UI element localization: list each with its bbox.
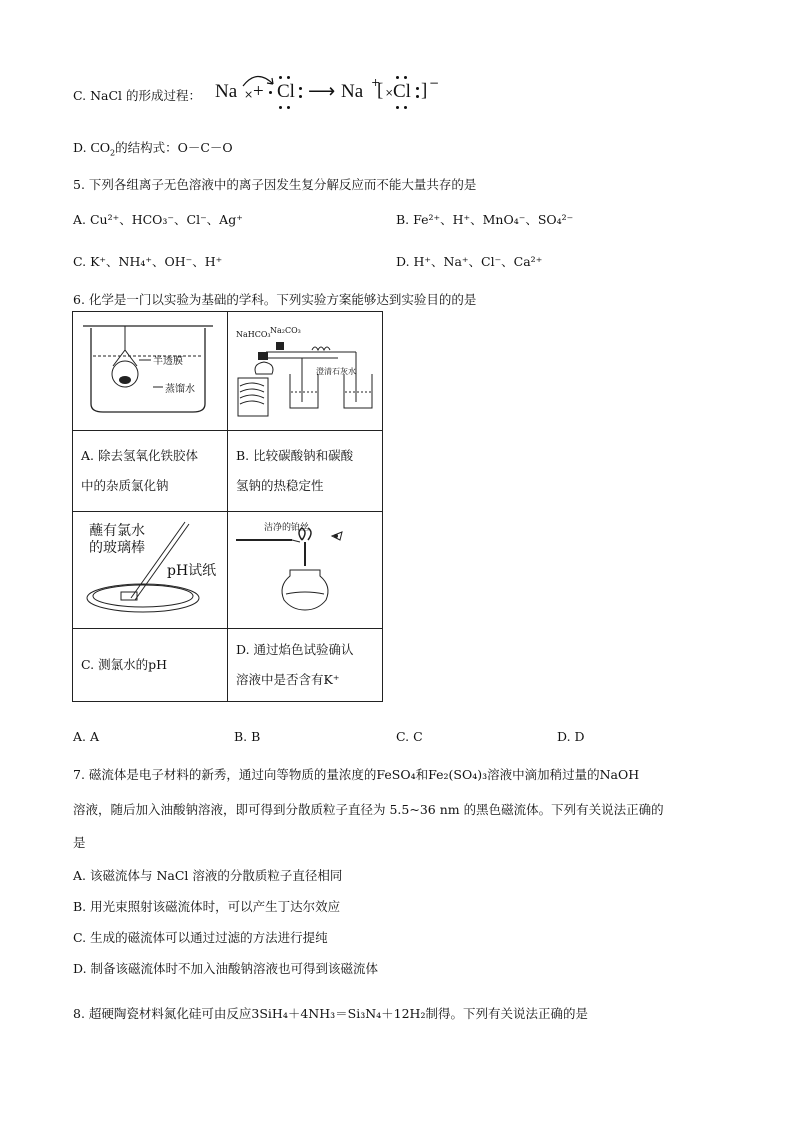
na-ion-symbol: Na: [341, 81, 364, 102]
plus-sign: +: [253, 81, 264, 102]
q7-option-b: B. 用光束照射该磁流体时，可以产生丁达尔效应: [73, 899, 341, 914]
q6-answer-d: D. D: [557, 729, 585, 744]
q6-answer-a: A. A: [73, 729, 100, 744]
electron-x-mark: ×: [244, 88, 254, 101]
q5-option-d: D. H⁺、Na⁺、Cl⁻、Ca²⁺: [396, 254, 543, 269]
na-charge: +: [371, 76, 381, 89]
figure-ph-test: [73, 512, 228, 629]
q7-option-c: C. 生成的磁流体可以通过过滤的方法进行提纯: [73, 930, 328, 945]
na2co3-label: Na₂CO₃: [270, 326, 301, 335]
ph-paper-label: pH试纸: [167, 563, 217, 579]
q6-answer-b: B. B: [234, 729, 261, 744]
caption-b: B. 比较碳酸钠和碳酸 氢钠的热稳定性: [228, 431, 383, 512]
figure-dialysis: [73, 312, 228, 431]
water-label: 蒸馏水: [165, 384, 195, 395]
pt-wire-label: 洁净的铂丝: [264, 523, 310, 533]
q4-option-c-label: C. NaCl 的形成过程：: [73, 88, 201, 103]
q5-option-c: C. K⁺、NH₄⁺、OH⁻、H⁺: [73, 254, 223, 269]
experiment-table: [72, 311, 383, 702]
nacl-formation-diagram: Na × + Cl ⟶ Na + [ × Cl ] −: [213, 72, 453, 112]
na-symbol: Na: [215, 81, 238, 102]
limewater-label: 澄清石灰水: [316, 367, 356, 376]
rod-label-2: 的玻璃棒: [89, 540, 145, 556]
caption-d: D. 通过焰色试验确认 溶液中是否含有K⁺: [228, 629, 383, 702]
reaction-arrow: ⟶: [308, 81, 336, 102]
q7-stem-line3: 是: [73, 835, 86, 850]
cl-ion-symbol: Cl: [393, 81, 411, 102]
figure-thermal-stability: [228, 312, 383, 431]
caption-a: A. 除去氢氧化铁胶体 中的杂质氯化钠: [73, 431, 228, 512]
nahco3-label: NaHCO₃: [236, 330, 271, 339]
caption-c: C. 测氯水的pH: [73, 629, 228, 702]
cl-charge: −: [429, 76, 440, 90]
q4-option-d: D. $CO_2$的结构式：O－C－O: [73, 140, 233, 158]
q5-stem: 5. 下列各组离子无色溶液中的离子因发生复分解反应而不能大量共存的是: [73, 177, 477, 192]
q7-option-a: A. 该磁流体与 NaCl 溶液的分散质粒子直径相同: [73, 868, 343, 883]
q7-option-d: D. 制备该磁流体时不加入油酸钠溶液也可得到该磁流体: [73, 961, 379, 976]
q6-stem: 6. 化学是一门以实验为基础的学科。下列实验方案能够达到实验目的的是: [73, 292, 477, 307]
figure-flame-test: [228, 512, 383, 629]
q8-stem: 8. 超硬陶瓷材料氮化硅可由反应3SiH₄＋4NH₃＝Si₃N₄＋12H₂制得。下列有关说法正确的是: [73, 1006, 588, 1021]
q5-option-b: B. Fe²⁺、H⁺、MnO₄⁻、SO₄²⁻: [396, 212, 574, 227]
q5-option-a: A. Cu²⁺、HCO₃⁻、Cl⁻、Ag⁺: [73, 212, 243, 227]
cl-symbol: Cl: [277, 81, 295, 102]
membrane-label: 半透膜: [153, 356, 183, 367]
rod-label-1: 蘸有氯水: [89, 523, 145, 539]
q7-stem-line2: 溶液，随后加入油酸钠溶液，即可得到分散质粒子直径为 5.5~36 nm 的黑色磁流体。下列有关说法正确的: [73, 802, 664, 817]
q6-answer-c: C. C: [396, 729, 423, 744]
q7-stem-line1: 7. 磁流体是电子材料的新秀，通过向等物质的量浓度的FeSO₄和Fe₂(SO₄)₃溶液中滴加稍过量的NaOH: [73, 767, 640, 782]
